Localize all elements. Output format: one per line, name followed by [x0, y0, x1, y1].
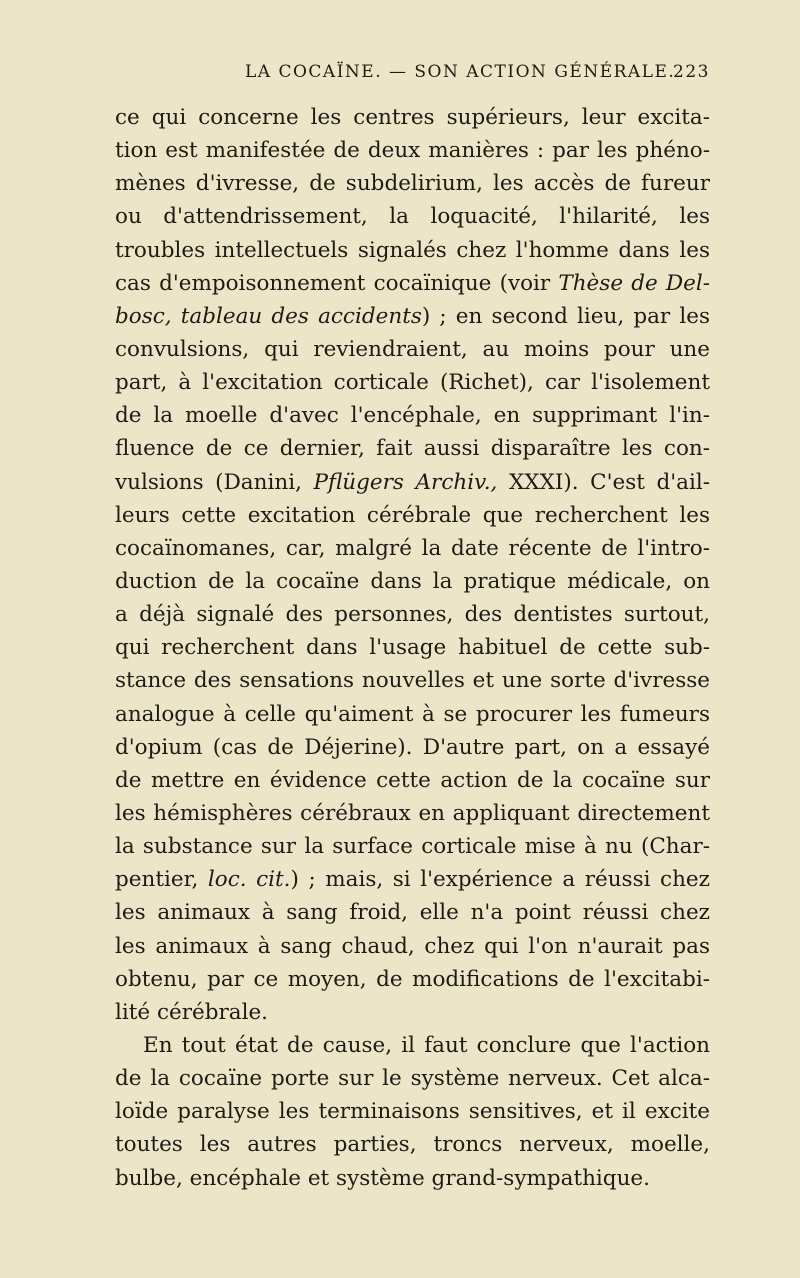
text-run: les hémisphères cérébraux en appliquant directement: [115, 800, 710, 826]
text-line: [115, 300, 710, 333]
text-run: toutes les autres parties, troncs nerveux, moelle,: [115, 1132, 710, 1158]
text-line: [115, 764, 710, 797]
text-run: analogue à celle qu'aiment à se procurer les fumeurs: [115, 701, 710, 727]
text-line: [115, 234, 710, 267]
text-line: [115, 200, 710, 233]
text-line: [115, 532, 710, 565]
text-line: [115, 598, 710, 631]
text-run: stance des sensations nouvelles et une sorte d'ivresse: [115, 668, 710, 694]
text-line: [115, 267, 710, 300]
text-run: loïde paralyse les terminaisons sensitives, et il excite: [115, 1099, 710, 1125]
text-line: [115, 664, 710, 697]
page-number: 223: [673, 62, 710, 82]
text-line: [115, 631, 710, 664]
text-run: de mettre en évidence cette action de la cocaïne sur: [115, 767, 710, 793]
text-line: [115, 1062, 710, 1095]
text-line: [115, 466, 710, 499]
text-line: [115, 996, 710, 1029]
text-line: [115, 399, 710, 432]
text-line: [115, 432, 710, 465]
text-line: [115, 565, 710, 598]
text-run: cocaïnomanes, car, malgré la date récente de l'intro-: [115, 535, 710, 561]
text-line: [115, 366, 710, 399]
text-run: pentier,: [115, 867, 208, 893]
text-run: de la cocaïne porte sur le système nerveux. Cet alca-: [115, 1066, 710, 1092]
text-run: d'opium (cas de Déjerine). D'autre part, on a essayé: [115, 734, 710, 760]
text-line: [115, 1095, 710, 1128]
text-run: En tout état de cause, il faut conclure que l'action: [143, 1032, 710, 1058]
text-run: tion est manifestée de deux manières : par les phéno-: [115, 138, 710, 164]
text-line: [115, 930, 710, 963]
italic-citation: bosc, tableau des accidents: [115, 303, 422, 329]
text-line: [115, 698, 710, 731]
text-run: XXXI). C'est d'ail-: [497, 469, 710, 495]
text-run: leurs cette excitation cérébrale que recherchent les: [115, 502, 710, 528]
text-line: [115, 830, 710, 863]
text-run: ou d'attendrissement, la loquacité, l'hilarité, les: [115, 204, 710, 230]
text-line: [115, 499, 710, 532]
italic-citation: loc. cit.: [207, 867, 291, 893]
text-run: les animaux à sang chaud, chez qui l'on n'aurait pas: [115, 933, 710, 959]
text-run: part, à l'excitation corticale (Richet), car l'isolement: [115, 370, 710, 396]
text-run: duction de la cocaïne dans la pratique médicale, on: [115, 568, 710, 594]
italic-citation: Thèse de Del-: [558, 270, 710, 296]
text-run: cas d'empoisonnement cocaïnique (voir: [115, 270, 559, 296]
text-run: ) ; mais, si l'expérience a réussi chez: [290, 867, 710, 893]
text-line: [115, 1029, 710, 1062]
text-run: vulsions (Danini,: [115, 469, 314, 495]
text-run: la substance sur la surface corticale mise à nu (Char-: [115, 834, 710, 860]
text-line: [115, 101, 710, 134]
body-text: [115, 101, 710, 1195]
text-run: a déjà signalé des personnes, des dentistes surtout,: [115, 602, 710, 628]
text-line: [115, 863, 710, 896]
text-run: troubles intellectuels signalés chez l'homme dans les: [115, 237, 710, 263]
text-line: [115, 1128, 710, 1161]
text-run: fluence de ce dernier, fait aussi disparaître les con-: [115, 436, 710, 462]
text-line: [115, 333, 710, 366]
running-title: LA COCAÏNE. — SON ACTION GÉNÉRALE.: [245, 62, 676, 82]
text-run: les animaux à sang froid, elle n'a point réussi chez: [115, 900, 710, 926]
text-run: obtenu, par ce moyen, de modifications de l'excitabi-: [115, 966, 710, 992]
text-line: [115, 797, 710, 830]
text-run: convulsions, qui reviendraient, au moins pour une: [115, 336, 710, 362]
text-run: bulbe, encéphale et système grand-sympathique.: [115, 1165, 650, 1191]
text-run: ) ; en second lieu, par les: [421, 303, 710, 329]
text-line: [115, 896, 710, 929]
text-run: qui recherchent dans l'usage habituel de cette sub-: [115, 635, 710, 661]
text-run: de la moelle d'avec l'encéphale, en supprimant l'in-: [115, 403, 710, 429]
text-line: [115, 1162, 710, 1195]
text-line: [115, 134, 710, 167]
text-run: mènes d'ivresse, de subdelirium, les accès de fureur: [115, 171, 710, 197]
text-run: ce qui concerne les centres supérieurs, leur excita-: [115, 105, 710, 130]
text-line: [115, 167, 710, 200]
italic-citation: Pflügers Archiv.,: [313, 469, 498, 495]
text-line: [115, 731, 710, 764]
text-line: [115, 963, 710, 996]
text-run: lité cérébrale.: [115, 999, 269, 1025]
